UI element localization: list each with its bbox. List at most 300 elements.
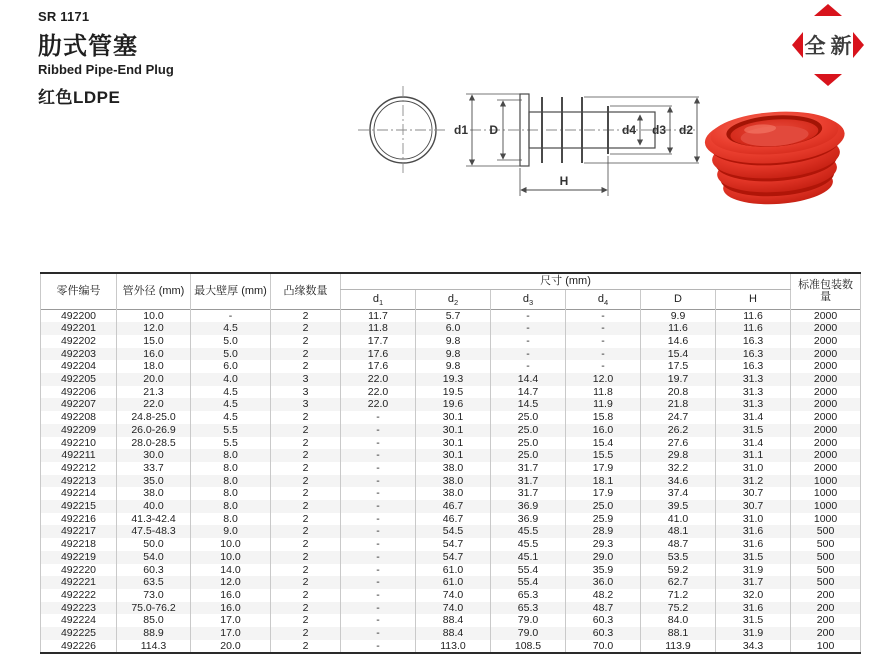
table-cell: 22.0	[117, 398, 191, 411]
table-cell: 17.6	[341, 348, 416, 361]
table-cell: 2	[271, 335, 341, 348]
table-cell: 492214	[41, 487, 117, 500]
table-cell: 22.0	[341, 386, 416, 399]
table-row	[41, 614, 861, 627]
table-row	[41, 398, 861, 411]
table-cell: 11.7	[341, 309, 416, 322]
material-label: 红色LDPE	[38, 88, 121, 107]
table-cell: 22.0	[341, 398, 416, 411]
table-cell: 48.1	[641, 525, 716, 538]
table-cell: 38.0	[117, 487, 191, 500]
table-cell: 2	[271, 309, 341, 322]
table-cell: 2	[271, 424, 341, 437]
table-cell: 108.5	[491, 640, 566, 654]
table-cell: 492220	[41, 564, 117, 577]
table-cell: 30.7	[716, 500, 791, 513]
table-row	[41, 462, 861, 475]
table-cell: -	[566, 348, 641, 361]
dim-label-d2: d2	[678, 123, 693, 137]
table-cell: 492206	[41, 386, 117, 399]
table-cell: 53.5	[641, 551, 716, 564]
table-cell: 31.3	[716, 373, 791, 386]
table-cell: 38.0	[416, 475, 491, 488]
dim-col-sub: 2	[453, 297, 459, 307]
table-cell: 25.0	[566, 500, 641, 513]
dim-col-base: d	[447, 292, 454, 305]
table-cell: 60.3	[566, 614, 641, 627]
table-row	[41, 525, 861, 538]
table-cell: 113.9	[641, 640, 716, 654]
table-cell: 11.6	[716, 309, 791, 322]
col-header-d4	[566, 289, 641, 309]
table-row	[41, 348, 861, 361]
table-cell: 31.6	[716, 538, 791, 551]
table-cell: 47.5-48.3	[117, 525, 191, 538]
table-cell: 12.0	[566, 373, 641, 386]
col-header-d3	[491, 289, 566, 309]
table-cell: 29.8	[641, 449, 716, 462]
badge-triangle-down-icon	[814, 74, 842, 86]
table-cell: 10.0	[191, 538, 271, 551]
table-cell: 88.1	[641, 627, 716, 640]
table-cell: 31.9	[716, 564, 791, 577]
table-cell: 46.7	[416, 500, 491, 513]
table-body	[41, 309, 861, 653]
table-cell: 2	[271, 449, 341, 462]
table-row	[41, 386, 861, 399]
table-cell: 2000	[791, 335, 861, 348]
table-cell: -	[341, 487, 416, 500]
table-cell: -	[566, 322, 641, 335]
table-cell: 8.0	[191, 475, 271, 488]
table-cell: 61.0	[416, 564, 491, 577]
table-cell: 32.2	[641, 462, 716, 475]
table-cell: 20.0	[191, 640, 271, 654]
table-cell: -	[341, 411, 416, 424]
table-cell: -	[566, 335, 641, 348]
table-cell: 2	[271, 576, 341, 589]
table-cell: 2	[271, 602, 341, 615]
table-cell: 2	[271, 322, 341, 335]
table-cell: 30.1	[416, 424, 491, 437]
table-cell: 31.7	[491, 475, 566, 488]
table-cell: -	[341, 475, 416, 488]
col-header-H	[716, 289, 791, 309]
table-row	[41, 411, 861, 424]
section-view	[466, 94, 699, 196]
table-cell: -	[491, 322, 566, 335]
table-cell: 5.7	[416, 309, 491, 322]
table-cell: 31.3	[716, 398, 791, 411]
table-cell: 19.5	[416, 386, 491, 399]
table-cell: 500	[791, 525, 861, 538]
col-header-part-no: 零件编号	[41, 273, 117, 309]
table-cell: -	[566, 360, 641, 373]
table-cell: -	[341, 602, 416, 615]
table-row	[41, 360, 861, 373]
table-cell: 16.0	[191, 589, 271, 602]
table-cell: 17.0	[191, 627, 271, 640]
table-cell: 31.7	[491, 487, 566, 500]
table-cell: 492200	[41, 309, 117, 322]
table-cell: -	[341, 500, 416, 513]
table-cell: 65.3	[491, 589, 566, 602]
table-cell: 12.0	[191, 576, 271, 589]
table-cell: 200	[791, 589, 861, 602]
new-badge	[792, 4, 864, 86]
table-cell: 2	[271, 462, 341, 475]
table-cell: 492217	[41, 525, 117, 538]
table-cell: 31.4	[716, 411, 791, 424]
table-cell: 3	[271, 373, 341, 386]
table-cell: 31.7	[716, 576, 791, 589]
table-cell: 2000	[791, 373, 861, 386]
table-cell: 28.9	[566, 525, 641, 538]
product-title-zh: 肋式管塞	[38, 33, 138, 60]
table-cell: 2	[271, 614, 341, 627]
table-cell: 33.7	[117, 462, 191, 475]
table-cell: 17.9	[566, 487, 641, 500]
table-cell: 492224	[41, 614, 117, 627]
table-row	[41, 640, 861, 654]
spec-table-wrapper	[40, 272, 860, 654]
table-cell: 45.5	[491, 538, 566, 551]
table-cell: 62.7	[641, 576, 716, 589]
table-cell: 36.9	[491, 513, 566, 526]
table-cell: 11.6	[641, 322, 716, 335]
table-cell: 14.7	[491, 386, 566, 399]
table-cell: 54.7	[416, 551, 491, 564]
table-cell: 16.0	[191, 602, 271, 615]
table-cell: 2	[271, 411, 341, 424]
table-cell: -	[341, 640, 416, 654]
table-cell: 2	[271, 348, 341, 361]
table-cell: 12.0	[117, 322, 191, 335]
table-cell: 11.9	[566, 398, 641, 411]
table-cell: 31.1	[716, 449, 791, 462]
dim-col-sub: 1	[378, 297, 384, 307]
table-cell: 46.7	[416, 513, 491, 526]
table-cell: 1000	[791, 500, 861, 513]
table-cell: 492216	[41, 513, 117, 526]
table-cell: 22.0	[341, 373, 416, 386]
table-cell: 74.0	[416, 602, 491, 615]
table-cell: 492202	[41, 335, 117, 348]
table-cell: 500	[791, 538, 861, 551]
table-cell: 36.0	[566, 576, 641, 589]
table-cell: 54.5	[416, 525, 491, 538]
table-cell: 71.2	[641, 589, 716, 602]
table-cell: 17.9	[566, 462, 641, 475]
table-cell: 200	[791, 614, 861, 627]
table-cell: -	[341, 589, 416, 602]
table-cell: 17.0	[191, 614, 271, 627]
table-row	[41, 487, 861, 500]
table-cell: 35.0	[117, 475, 191, 488]
table-cell: 500	[791, 551, 861, 564]
table-cell: -	[491, 309, 566, 322]
product-photo-red-plug	[696, 86, 856, 214]
table-cell: 19.3	[416, 373, 491, 386]
table-cell: 79.0	[491, 614, 566, 627]
table-cell: 4.5	[191, 386, 271, 399]
table-cell: 75.0-76.2	[117, 602, 191, 615]
table-cell: 16.0	[117, 348, 191, 361]
table-cell: 29.3	[566, 538, 641, 551]
table-cell: 24.7	[641, 411, 716, 424]
table-cell: 31.6	[716, 525, 791, 538]
table-cell: 17.5	[641, 360, 716, 373]
table-cell: 492225	[41, 627, 117, 640]
table-cell: 75.2	[641, 602, 716, 615]
table-cell: 39.5	[641, 500, 716, 513]
col-header-flange-count: 凸缘数量	[271, 273, 341, 309]
spec-table	[40, 272, 861, 654]
table-cell: 2000	[791, 322, 861, 335]
dim-label-d3: d3	[651, 123, 666, 137]
table-header	[41, 273, 861, 309]
table-cell: 2000	[791, 386, 861, 399]
badge-triangle-up-icon	[814, 4, 842, 16]
table-cell: 18.0	[117, 360, 191, 373]
table-cell: 18.1	[566, 475, 641, 488]
table-cell: 28.0-28.5	[117, 437, 191, 450]
table-cell: 21.8	[641, 398, 716, 411]
table-cell: 2000	[791, 360, 861, 373]
dim-col-base: D	[674, 292, 682, 305]
table-cell: 14.0	[191, 564, 271, 577]
table-row	[41, 424, 861, 437]
table-cell: 31.9	[716, 627, 791, 640]
table-cell: 15.8	[566, 411, 641, 424]
dim-col-base: d	[372, 292, 379, 305]
table-cell: 492226	[41, 640, 117, 654]
table-cell: 8.0	[191, 449, 271, 462]
table-cell: 16.3	[716, 348, 791, 361]
table-cell: 2000	[791, 348, 861, 361]
table-cell: -	[191, 309, 271, 322]
table-cell: 25.0	[491, 424, 566, 437]
table-cell: 73.0	[117, 589, 191, 602]
dim-label-D: D	[489, 123, 498, 137]
table-cell: 29.0	[566, 551, 641, 564]
table-cell: 2	[271, 538, 341, 551]
table-cell: 88.4	[416, 614, 491, 627]
table-cell: 36.9	[491, 500, 566, 513]
table-cell: -	[341, 462, 416, 475]
table-cell: 37.4	[641, 487, 716, 500]
table-cell: 25.9	[566, 513, 641, 526]
table-cell: 60.3	[117, 564, 191, 577]
table-cell: 31.5	[716, 551, 791, 564]
col-header-dims-group: 尺寸 (mm)	[341, 273, 791, 289]
table-cell: 2	[271, 513, 341, 526]
table-cell: 26.0-26.9	[117, 424, 191, 437]
table-cell: 4.5	[191, 411, 271, 424]
table-row	[41, 449, 861, 462]
table-cell: 30.1	[416, 449, 491, 462]
table-cell: 8.0	[191, 513, 271, 526]
table-cell: 9.9	[641, 309, 716, 322]
table-cell: 2	[271, 525, 341, 538]
page-header	[38, 9, 174, 108]
table-row	[41, 589, 861, 602]
table-cell: -	[341, 538, 416, 551]
table-cell: 9.0	[191, 525, 271, 538]
table-cell: 200	[791, 627, 861, 640]
table-cell: 35.9	[566, 564, 641, 577]
table-cell: 31.4	[716, 437, 791, 450]
dim-col-base: d	[597, 292, 604, 305]
table-cell: 15.5	[566, 449, 641, 462]
table-cell: 17.6	[341, 360, 416, 373]
col-header-d2	[416, 289, 491, 309]
table-cell: 4.0	[191, 373, 271, 386]
table-cell: 100	[791, 640, 861, 654]
table-cell: 65.3	[491, 602, 566, 615]
table-cell: 41.0	[641, 513, 716, 526]
table-cell: 492213	[41, 475, 117, 488]
table-cell: 2	[271, 627, 341, 640]
table-cell: 4.5	[191, 322, 271, 335]
table-row	[41, 500, 861, 513]
table-cell: 2	[271, 487, 341, 500]
table-cell: -	[341, 513, 416, 526]
table-cell: -	[341, 525, 416, 538]
table-cell: 492204	[41, 360, 117, 373]
technical-drawing	[350, 80, 700, 220]
table-cell: 2000	[791, 398, 861, 411]
table-cell: 5.5	[191, 424, 271, 437]
col-header-qty: 标准包装数量	[791, 273, 861, 309]
table-cell: 492222	[41, 589, 117, 602]
table-cell: -	[341, 449, 416, 462]
table-cell: 41.3-42.4	[117, 513, 191, 526]
table-cell: 88.4	[416, 627, 491, 640]
table-cell: -	[341, 551, 416, 564]
table-cell: 2	[271, 564, 341, 577]
table-cell: 20.0	[117, 373, 191, 386]
table-cell: 20.8	[641, 386, 716, 399]
table-cell: 16.0	[566, 424, 641, 437]
plug-illustration	[703, 107, 849, 209]
front-view-circle	[358, 86, 448, 174]
table-cell: 31.3	[716, 386, 791, 399]
table-cell: 45.1	[491, 551, 566, 564]
table-cell: 492215	[41, 500, 117, 513]
table-cell: 492219	[41, 551, 117, 564]
table-cell: 84.0	[641, 614, 716, 627]
table-cell: 8.0	[191, 487, 271, 500]
table-cell: 3	[271, 398, 341, 411]
table-cell: 61.0	[416, 576, 491, 589]
table-cell: 45.5	[491, 525, 566, 538]
table-cell: 492201	[41, 322, 117, 335]
table-cell: 11.8	[566, 386, 641, 399]
table-cell: 492205	[41, 373, 117, 386]
table-cell: 14.4	[491, 373, 566, 386]
table-cell: 492203	[41, 348, 117, 361]
table-cell: 60.3	[566, 627, 641, 640]
table-cell: 6.0	[191, 360, 271, 373]
table-cell: 10.0	[191, 551, 271, 564]
table-cell: 40.0	[117, 500, 191, 513]
table-cell: 9.8	[416, 360, 491, 373]
table-cell: 79.0	[491, 627, 566, 640]
table-cell: 30.0	[117, 449, 191, 462]
table-row	[41, 437, 861, 450]
table-cell: -	[566, 309, 641, 322]
table-cell: 48.7	[641, 538, 716, 551]
table-cell: 25.0	[491, 411, 566, 424]
table-cell: 59.2	[641, 564, 716, 577]
table-row	[41, 538, 861, 551]
table-cell: -	[341, 614, 416, 627]
table-cell: 492211	[41, 449, 117, 462]
table-cell: 492210	[41, 437, 117, 450]
table-cell: 2000	[791, 424, 861, 437]
table-cell: -	[491, 360, 566, 373]
table-cell: 6.0	[416, 322, 491, 335]
table-cell: 5.5	[191, 437, 271, 450]
table-cell: 25.0	[491, 449, 566, 462]
table-cell: 5.0	[191, 335, 271, 348]
table-cell: 2000	[791, 309, 861, 322]
table-cell: 54.0	[117, 551, 191, 564]
table-cell: 17.7	[341, 335, 416, 348]
table-cell: 31.5	[716, 424, 791, 437]
table-cell: 63.5	[117, 576, 191, 589]
table-row	[41, 564, 861, 577]
table-cell: 2	[271, 640, 341, 654]
table-cell: 2	[271, 551, 341, 564]
table-cell: 30.7	[716, 487, 791, 500]
table-cell: 31.0	[716, 513, 791, 526]
table-cell: 492208	[41, 411, 117, 424]
table-cell: 2	[271, 500, 341, 513]
table-cell: 492223	[41, 602, 117, 615]
table-cell: 2000	[791, 411, 861, 424]
table-cell: 11.8	[341, 322, 416, 335]
table-cell: 2	[271, 360, 341, 373]
table-cell: 500	[791, 564, 861, 577]
table-cell: 32.0	[716, 589, 791, 602]
table-cell: 2	[271, 437, 341, 450]
table-cell: 88.9	[117, 627, 191, 640]
col-header-d1	[341, 289, 416, 309]
table-cell: 30.1	[416, 411, 491, 424]
table-row	[41, 627, 861, 640]
table-cell: -	[341, 424, 416, 437]
table-cell: 31.5	[716, 614, 791, 627]
table-cell: 114.3	[117, 640, 191, 654]
table-cell: 4.5	[191, 398, 271, 411]
table-cell: 9.8	[416, 335, 491, 348]
dim-col-base: H	[749, 292, 757, 305]
table-cell: 492218	[41, 538, 117, 551]
table-cell: 21.3	[117, 386, 191, 399]
col-header-max-wall: 最大壁厚 (mm)	[191, 273, 271, 309]
product-title-en: Ribbed Pipe-End Plug	[38, 62, 174, 77]
new-badge-label: 全新	[804, 35, 857, 58]
table-cell: 19.6	[416, 398, 491, 411]
table-cell: 492221	[41, 576, 117, 589]
table-row	[41, 576, 861, 589]
table-cell: 2	[271, 475, 341, 488]
table-cell: 74.0	[416, 589, 491, 602]
table-cell: 11.6	[716, 322, 791, 335]
dim-col-sub: 4	[603, 297, 609, 307]
